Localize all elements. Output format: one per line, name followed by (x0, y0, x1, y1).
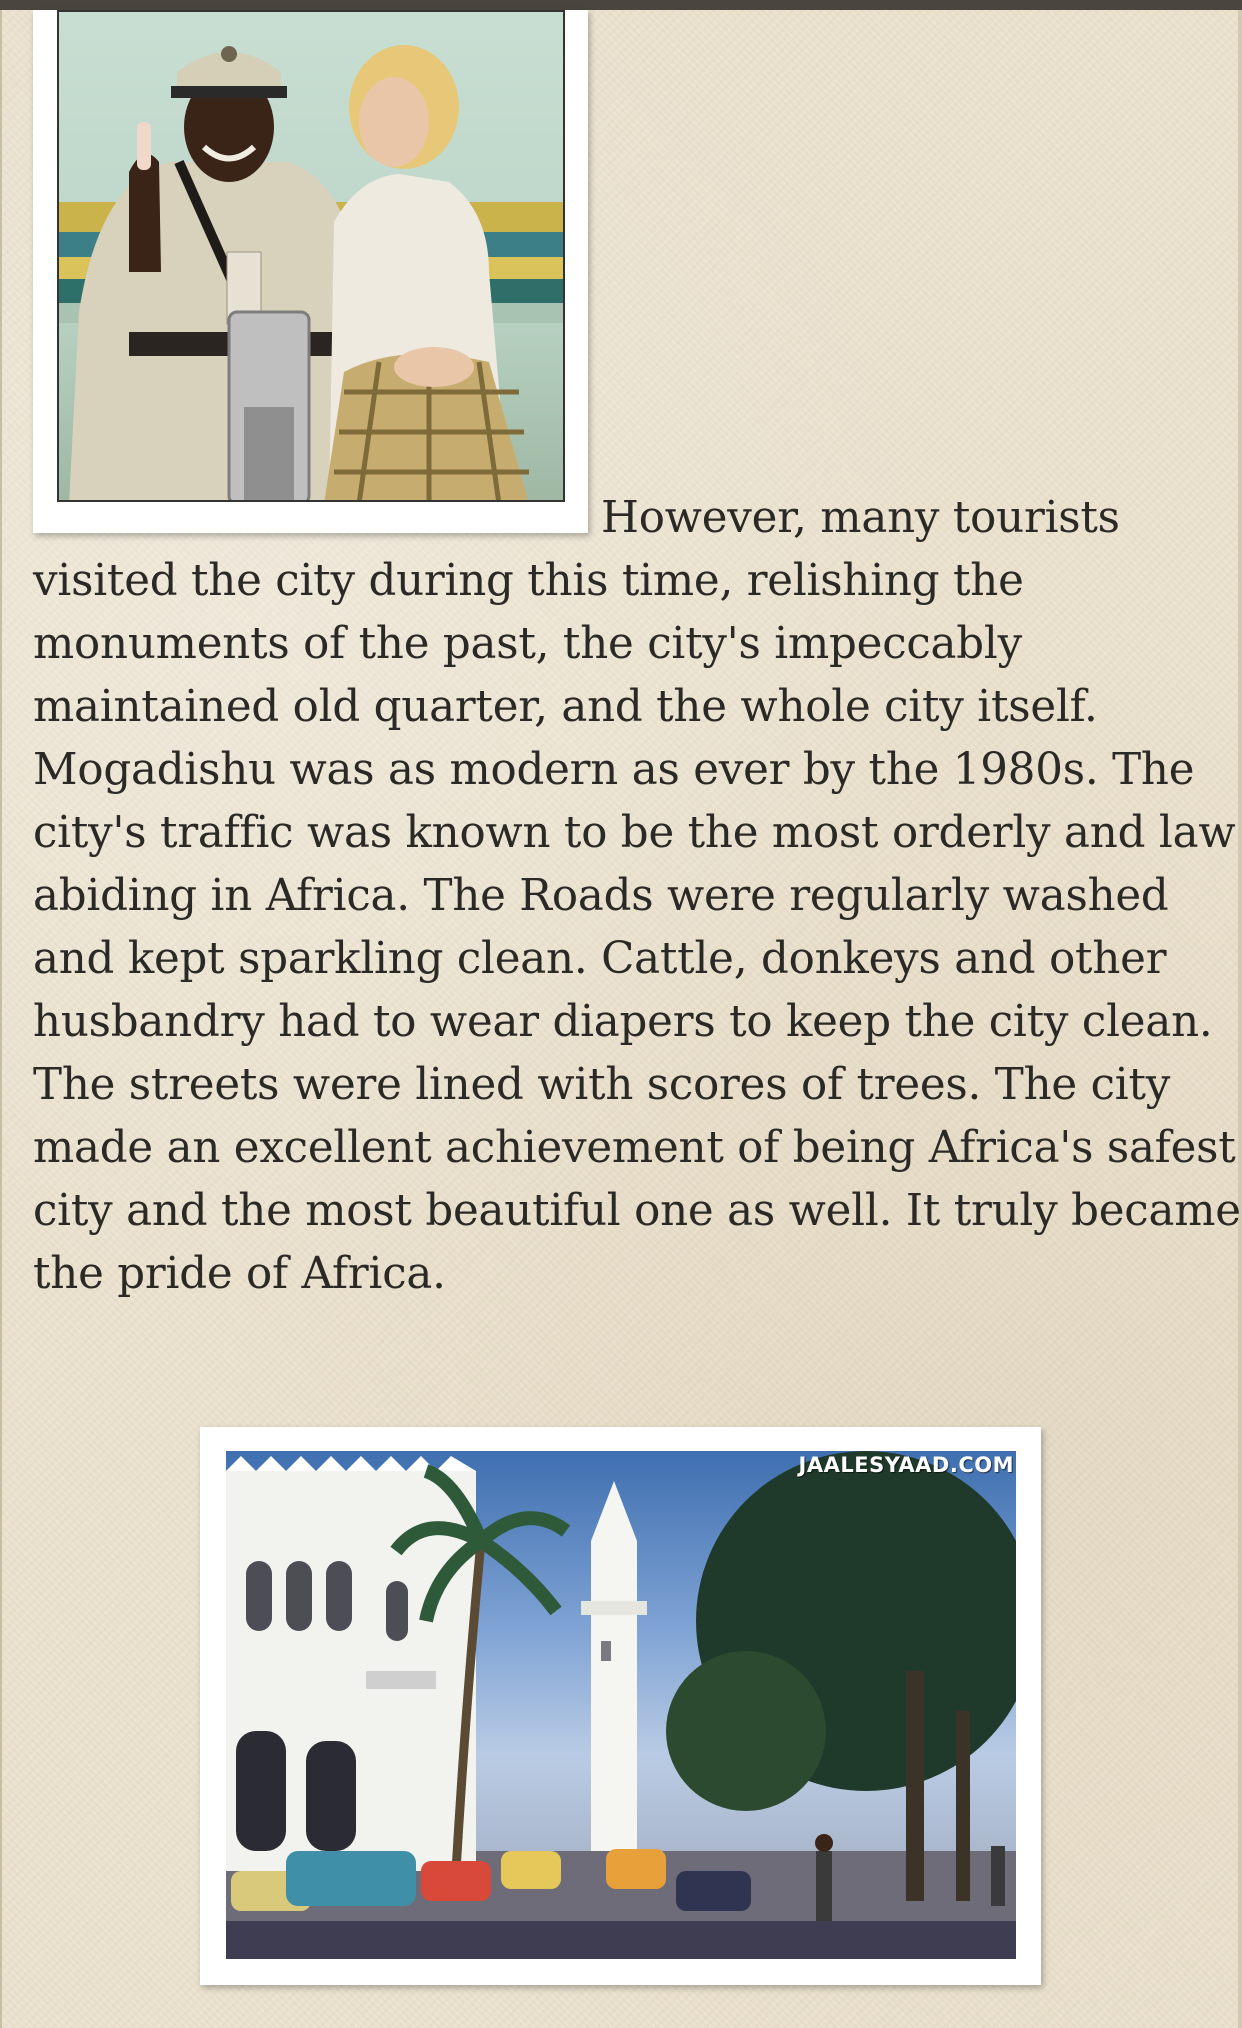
paragraph-line: and kept sparkling clean. Cattle, donkeys and other (33, 934, 1167, 984)
paragraph-line: The streets were lined with scores of trees. The city (33, 1060, 1171, 1110)
photo-image (226, 1451, 1016, 1959)
paragraph-line: the pride of Africa. (33, 1249, 446, 1299)
left-border (0, 10, 2, 2028)
paragraph-line: city and the most beautiful one as well. It truly became (33, 1186, 1241, 1236)
top-bar (0, 0, 1242, 10)
photo-illustration (59, 12, 565, 502)
paragraph-line: visited the city during this time, relishing the (33, 556, 1024, 606)
paragraph-line: husbandry had to wear diapers to keep the city clean. (33, 997, 1213, 1047)
paragraph-line: monuments of the past, the city's impeccably (33, 619, 1022, 669)
paragraph-line: Mogadishu was as modern as ever by the 1980s. The (33, 745, 1195, 795)
watermark-text: JAALESYAAD.COM (798, 1453, 1014, 1477)
vintage-photo-mogadishu-street (200, 1427, 1041, 1985)
paragraph-first-line: However, many tourists (601, 493, 1120, 543)
paragraph-line: made an excellent achievement of being Africa's safest (33, 1123, 1236, 1173)
paragraph-line: abiding in Africa. The Roads were regularly washed (33, 871, 1169, 921)
photo-illustration (226, 1451, 1016, 1959)
paragraph-line: maintained old quarter, and the whole city itself. (33, 682, 1098, 732)
vintage-photo-policeman-and-woman (33, 10, 588, 533)
article-paragraph (33, 550, 1241, 1306)
photo-image (57, 10, 565, 502)
paragraph-line: city's traffic was known to be the most orderly and law (33, 808, 1236, 858)
